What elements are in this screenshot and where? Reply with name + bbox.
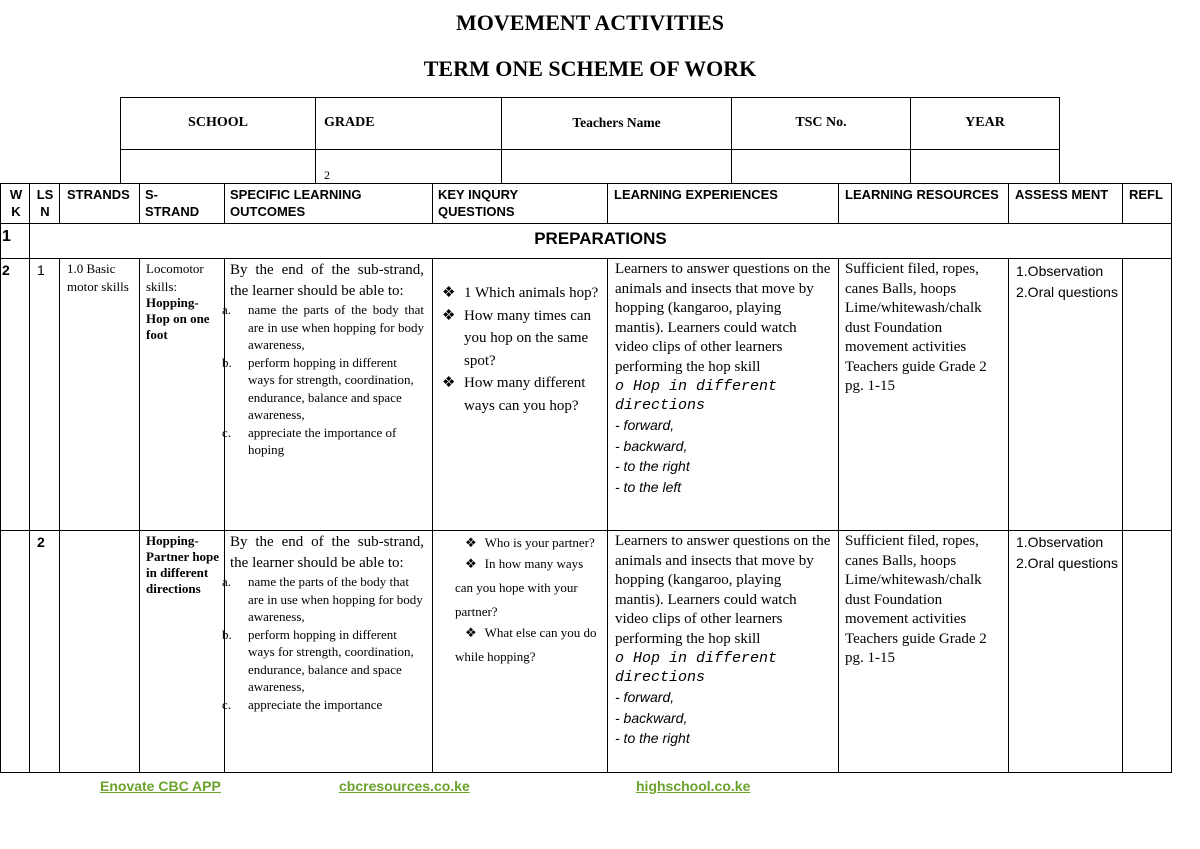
list-item: c. appreciate the importance of hoping xyxy=(222,424,397,457)
direction-item: - to the right xyxy=(615,458,690,474)
row-lesson: 2 xyxy=(37,534,45,550)
col-header-questions: KEY INQURY QUESTIONS xyxy=(438,187,518,219)
direction-item: - backward, xyxy=(615,437,688,454)
substrand-intro: Locomotor skills: xyxy=(146,261,204,294)
assessment-item: 1.Observation xyxy=(1016,534,1104,550)
list-item: b. perform hopping in different ways for strength, coordination, endurance, balance and space awareness, xyxy=(222,354,414,422)
row-lesson: 1 xyxy=(37,262,45,278)
row-experiences xyxy=(615,260,833,497)
footer-link-app[interactable]: Enovate CBC APP xyxy=(100,778,221,794)
substrand-title: Hopping-Hop on one foot xyxy=(146,295,210,342)
direction-item: - to the right xyxy=(615,730,690,746)
col-header-assessment: ASSESS MENT xyxy=(1015,187,1109,202)
preparations-week: 1 xyxy=(2,228,11,245)
document-subtitle: TERM ONE SCHEME OF WORK xyxy=(423,56,757,81)
experience-text: Learners to answer questions on the animals and insects that move by hopping (kangaroo, playing mantis). Learners could watch video clips of other learners performing the hop skill xyxy=(615,261,831,375)
direction-item: - to the left xyxy=(615,478,682,495)
row-experiences xyxy=(615,532,833,749)
row-questions xyxy=(455,531,603,669)
experience-directions-heading: o Hop in different directions xyxy=(615,650,778,686)
col-header-reflection: REFL xyxy=(1129,187,1163,202)
row-substrand xyxy=(146,260,222,343)
assessment-item: 1.Observation xyxy=(1016,263,1104,279)
document-title: MOVEMENT ACTIVITIES xyxy=(456,10,724,35)
col-header-week: W K xyxy=(9,187,23,219)
outcome-list xyxy=(222,301,424,459)
list-item: a. name the parts of the body that are in use when hopping for body awareness, xyxy=(222,574,423,624)
direction-item: - backward, xyxy=(615,709,688,726)
row-outcomes xyxy=(222,532,424,713)
outcome-intro: By the end of the sub-strand, the learner should be able to: xyxy=(230,534,424,571)
list-item: ❖ 1 Which animals hop? xyxy=(442,285,599,301)
row-week: 2 xyxy=(2,262,10,278)
col-header-lesson: LS N xyxy=(36,187,54,219)
outcome-intro: By the end of the sub-strand, the learner should be able to: xyxy=(230,262,424,299)
info-header-year: YEAR xyxy=(965,115,1005,130)
assessment-item: 2.Oral questions xyxy=(1016,284,1118,300)
experience-text: Learners to answer questions on the animals and insects that move by hopping (kangaroo, playing mantis). Learners could watch video clips of other learners performing the hop skill xyxy=(615,533,831,647)
info-header-tsc: TSC No. xyxy=(795,115,847,130)
experience-directions-heading: o Hop in different directions xyxy=(615,378,778,414)
col-header-strands: STRANDS xyxy=(67,187,130,202)
direction-item: - forward, xyxy=(615,417,675,433)
list-item: ❖ Who is your partner? xyxy=(465,535,595,550)
row-assessment xyxy=(1016,261,1120,303)
footer-link-cbcresources[interactable]: cbcresources.co.ke xyxy=(339,778,470,794)
row-resources: Sufficient filed, ropes, canes Balls, hoops Lime/whitewash/chalk dust Foundation movement activities Teachers guide Grade 2 pg. 1-15 xyxy=(845,261,987,394)
list-item: c. appreciate the importance xyxy=(222,696,383,712)
row-strand: 1.0 Basic motor skills xyxy=(67,261,129,294)
col-header-substrand: S-STRAND xyxy=(145,187,200,219)
list-item: ❖ What else can you do while hopping? xyxy=(455,625,597,664)
row-substrand: Hopping-Partner hope in different directions xyxy=(146,533,220,596)
assessment-item: 2.Oral questions xyxy=(1016,555,1118,571)
grade-value: 2 xyxy=(324,168,330,182)
list-item: ❖ How many different ways can you hop? xyxy=(442,375,586,414)
list-item: a. name the parts of the body that are in use when hopping for body awareness, xyxy=(222,302,424,352)
col-header-outcomes: SPECIFIC LEARNING OUTCOMES xyxy=(230,187,362,219)
list-item: ❖ How many times can you hop on the same spot? xyxy=(442,307,592,369)
row-resources: Sufficient filed, ropes, canes Balls, hoops Lime/whitewash/chalk dust Foundation movement activities Teachers guide Grade 2 pg. 1-15 xyxy=(845,533,987,666)
row-assessment xyxy=(1016,532,1120,574)
footer-link-highschool[interactable]: highschool.co.ke xyxy=(636,778,751,794)
row-questions xyxy=(438,282,603,417)
preparations-label: PREPARATIONS xyxy=(534,229,667,248)
col-header-resources: LEARNING RESOURCES xyxy=(845,187,999,202)
row-outcomes xyxy=(222,260,424,459)
direction-item: - forward, xyxy=(615,689,675,705)
info-header-teacher: Teachers Name xyxy=(572,115,661,130)
list-item: ❖ In how many ways can you hope with your partner? xyxy=(455,556,584,619)
list-item: b. perform hopping in different ways for strength, coordination, endurance, balance and space awareness, xyxy=(222,626,414,694)
col-header-experiences: LEARNING EXPERIENCES xyxy=(614,187,778,202)
info-header-grade: GRADE xyxy=(324,115,375,130)
info-header-school: SCHOOL xyxy=(188,115,248,130)
outcome-list xyxy=(222,573,424,713)
